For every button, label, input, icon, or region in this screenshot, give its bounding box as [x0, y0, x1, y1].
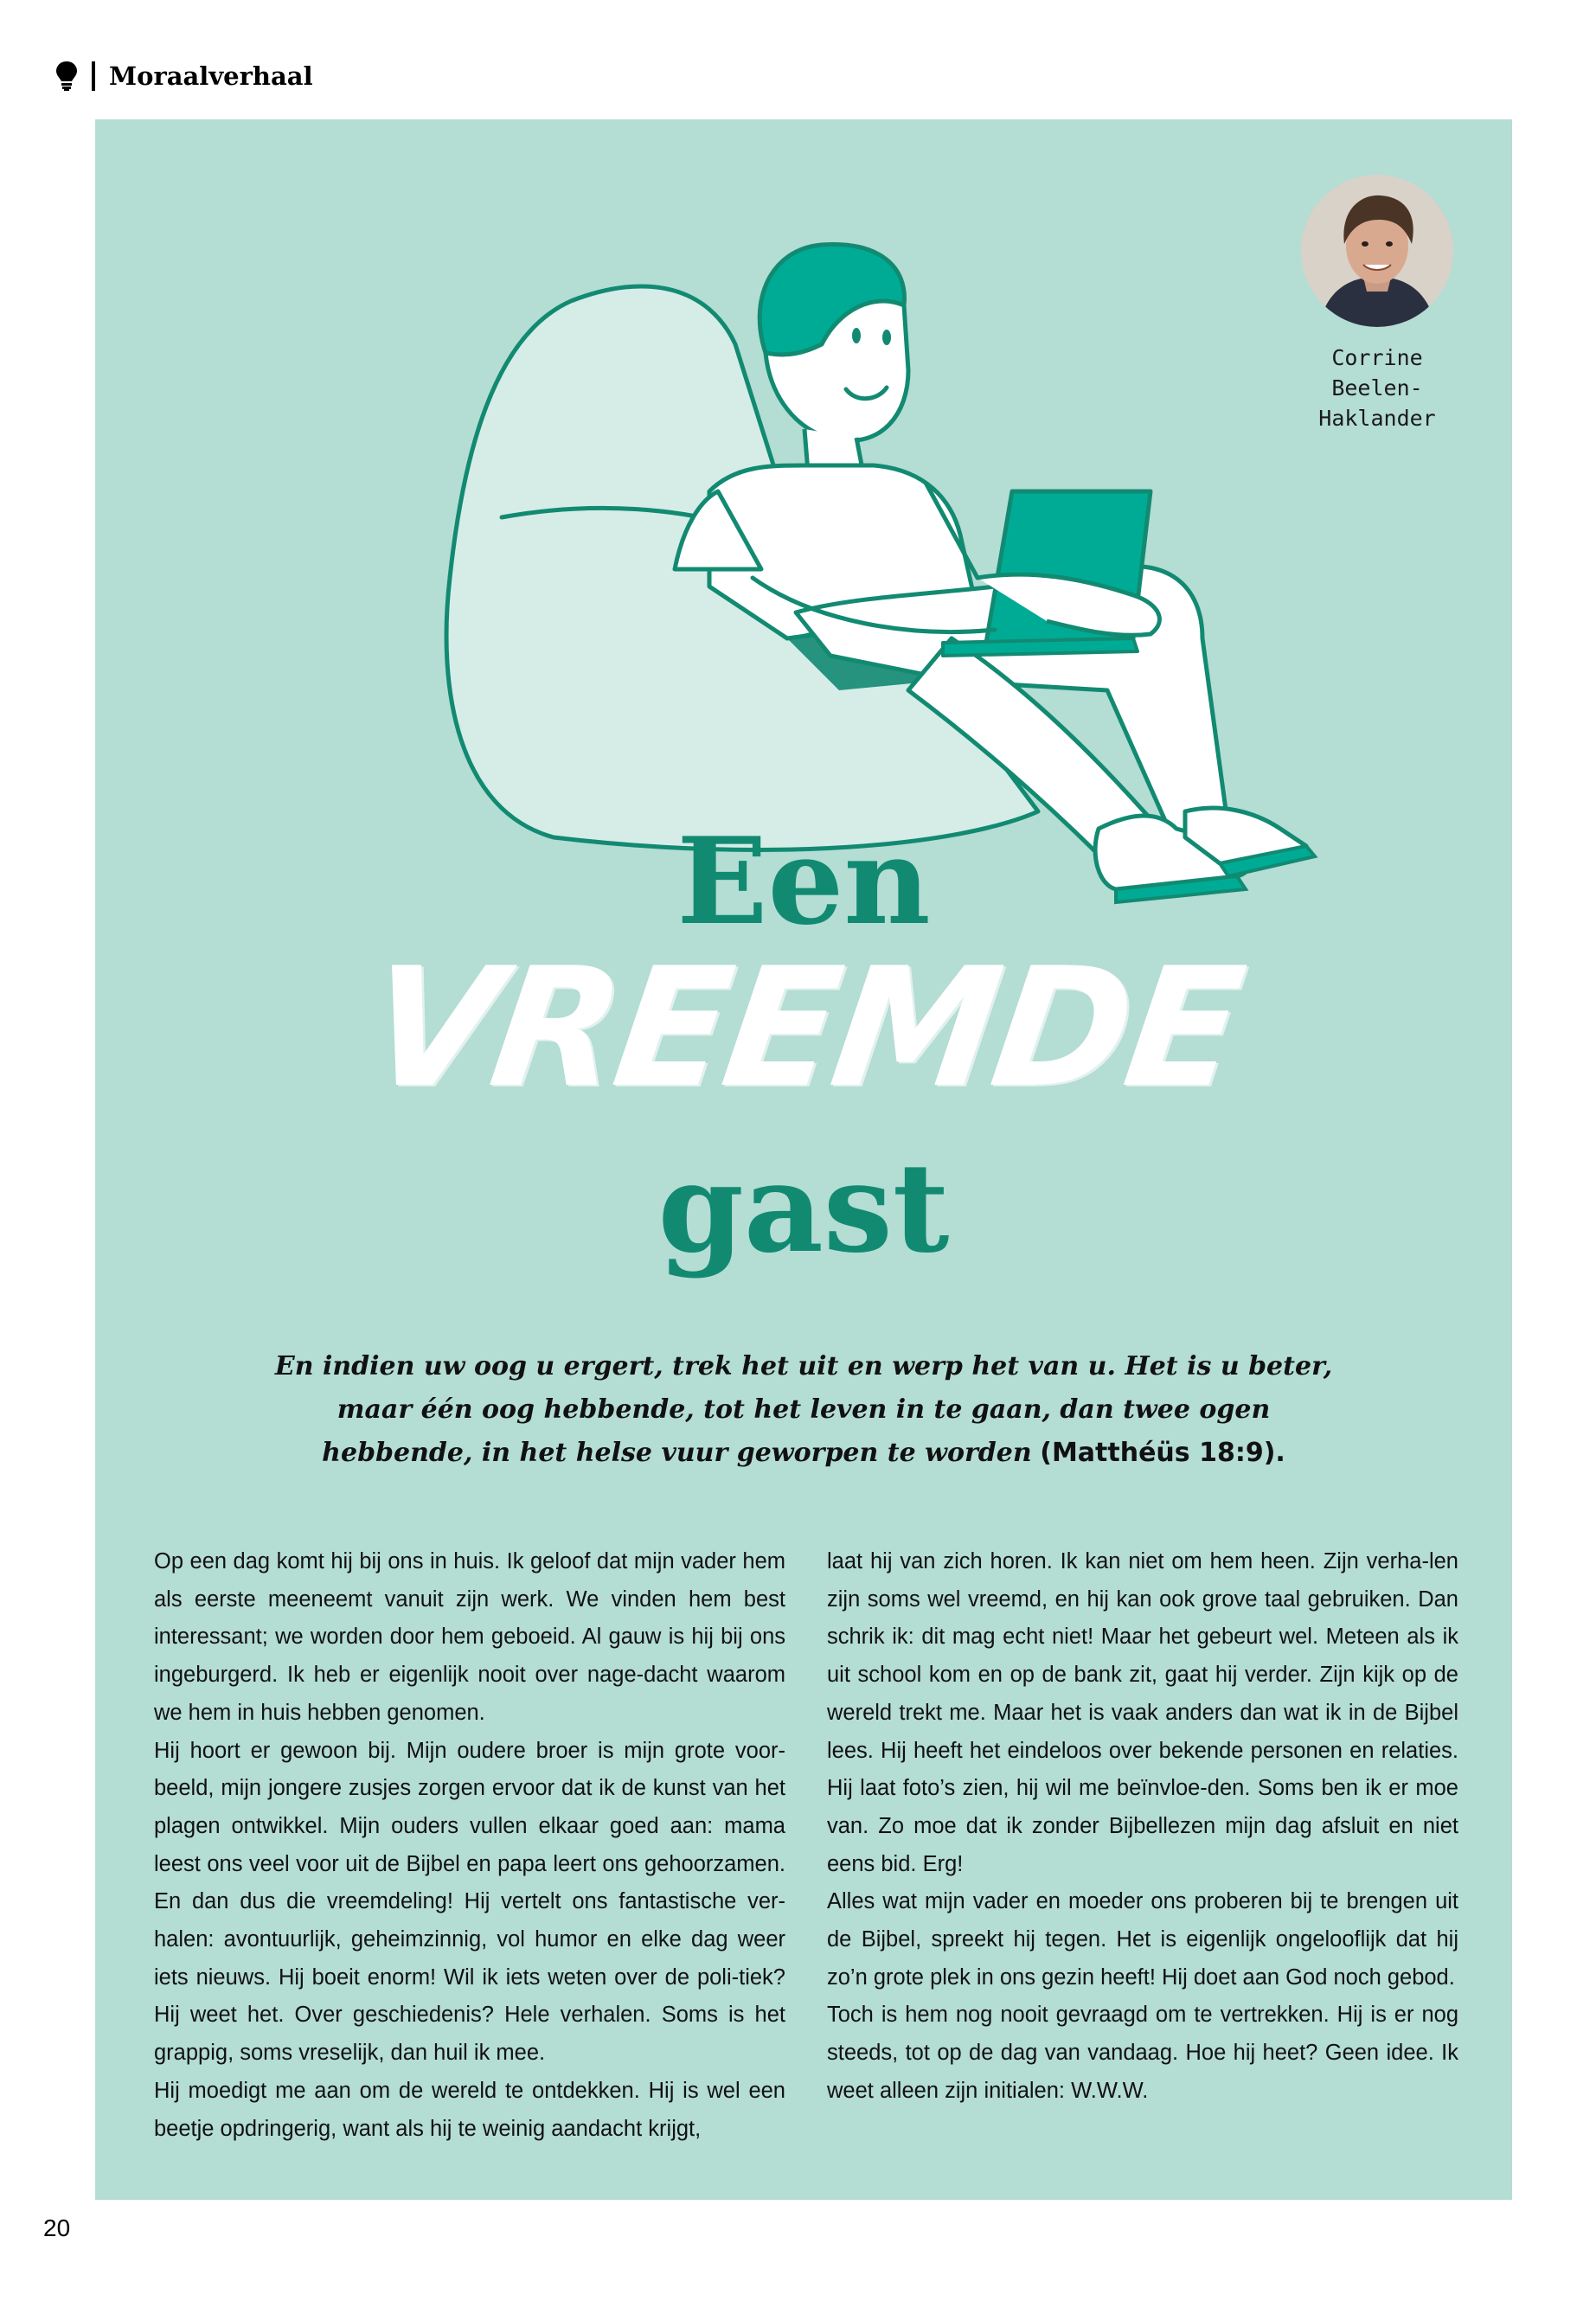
quote-reference: (Matthéüs 18:9).	[1040, 1438, 1285, 1468]
body-column-right	[827, 1543, 1458, 2111]
bible-quote	[268, 1345, 1339, 1475]
author-photo	[1301, 175, 1453, 327]
page-number: 20	[43, 2214, 71, 2241]
article-panel	[95, 119, 1512, 2200]
author-name	[1254, 343, 1500, 433]
body-paragraph: Alles wat mijn vader en moeder ons proberen bij te brengen uit de Bijbel, spreekt hij tegen. Het is eigenlijk ongelooflijk dat hij zo’n grote plek in ons gezin heeft! Hij doet aan God noch gebod.	[827, 1889, 1458, 1990]
body-paragraph: laat hij van zich horen. Ik kan niet om hem heen. Zijn verha-len zijn soms wel vreemd, en hij kan ook grove taal gebruiken. Dan schrik ik: dit mag echt niet! Maar het gebeurt wel. Meteen als ik uit school kom en op de bank zit, gaat hij verder. Zijn kijk op de wereld trekt me. Maar het is vaak anders dan wat ik in de Bijbel lees. Hij heeft het eindeloos over bekende personen en relaties. Hij laat foto’s zien, hij wil me beïnvloe-den. Soms ben ik er moe van. Zo moe dat ik zonder Bijbellezen mijn dag afsluit en niet eens bid. Erg!	[827, 1549, 1458, 1876]
body-paragraph: Hij hoort er gewoon bij. Mijn oudere broer is mijn grote voor-beeld, mijn jongere zusjes zorgen ervoor dat ik de kunst van het plagen ontwikkel. Mijn ouders vullen elkaar goed aan: mama leest ons veel voor uit de Bijbel en papa leert ons gehoorzamen. En dan dus die vreemdeling! Hij vertelt ons fantastische ver-halen: avontuurlijk, geheimzinnig, vol humor en elke dag weer iets nieuws. Hij boeit enorm! Wil ik iets weten over de poli-tiek? Hij weet het. Over geschiedenis? Hele verhalen. Soms is het grappig, soms vreselijk, dan huil ik mee.	[154, 1738, 785, 2066]
quote-text: En indien uw oog u ergert, trek het uit en werp het van u. Het is u beter, maar één oog hebbende, tot het leven in te gaan, dan twee ogen hebbende, in het helse vuur geworpen te worden	[274, 1351, 1333, 1468]
author-name-line: Corrine	[1331, 345, 1423, 370]
author-name-line: Beelen-	[1331, 375, 1423, 401]
header-divider	[92, 61, 95, 91]
title-line-2: VREEMDE	[356, 933, 1251, 1124]
body-column-left	[154, 1543, 785, 2148]
lightbulb-icon	[55, 61, 78, 92]
body-paragraph: Hij moedigt me aan om de wereld te ontdekken. Hij is wel een beetje opdringerig, want als hij te weinig aandacht krijgt,	[154, 2078, 785, 2141]
author-portrait	[1301, 175, 1453, 327]
section-label: Moraalverhaal	[109, 61, 313, 91]
body-paragraph: Toch is hem nog nooit gevraagd om te vertrekken. Hij is er nog steeds, tot op de dag van vandaag. Hoe hij heet? Geen idee. Ik weet alleen zijn initialen: W.W.W.	[827, 2003, 1458, 2103]
title-line-1: Een	[676, 811, 931, 952]
body-paragraph: Op een dag komt hij bij ons in huis. Ik geloof dat mijn vader hem als eerste meeneemt vanuit zijn werk. We vinden hem best interessant; we worden door hem geboeid. Al gauw is hij bij ons ingeburgerd. Ik heb er eigenlijk nooit over nage-dacht waarom we hem in huis hebben genomen.	[154, 1549, 785, 1725]
title-line-3: gast	[657, 1137, 950, 1280]
page-header	[55, 55, 313, 97]
author-name-line: Haklander	[1318, 406, 1436, 431]
